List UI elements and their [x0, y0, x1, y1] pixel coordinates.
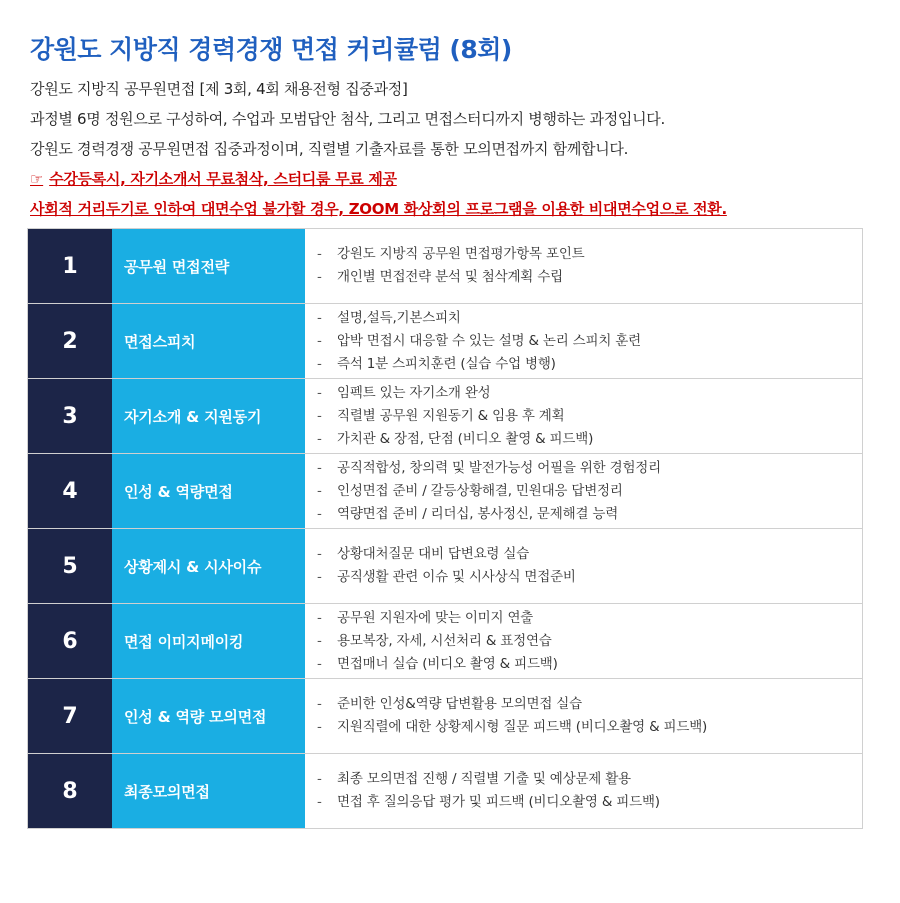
detail-item: [317, 243, 862, 266]
curriculum-row: [28, 229, 862, 304]
session-details: [305, 604, 862, 678]
detail-item: [317, 503, 862, 526]
bullet-dash-icon: -: [317, 384, 322, 401]
intro-section: [30, 74, 870, 224]
bullet-dash-icon: -: [317, 309, 322, 326]
detail-text: 직렬별 공무원 지원동기 & 임용 후 계획: [337, 407, 565, 424]
curriculum-row: [28, 679, 862, 754]
bullet-dash-icon: -: [317, 246, 322, 262]
detail-item: [317, 630, 862, 653]
session-topic: 인성 & 역량 모의면접: [112, 679, 305, 753]
session-number: 7: [28, 679, 112, 753]
detail-item: [317, 566, 862, 589]
session-number: 4: [28, 454, 112, 528]
curriculum-row: [28, 604, 862, 679]
curriculum-row: [28, 754, 862, 829]
session-details: [305, 379, 862, 453]
session-number: 1: [28, 229, 112, 303]
curriculum-row: [28, 454, 862, 529]
intro-line-course: 강원도 지방직 공무원면접 [제 3회, 4회 채용전형 집중과정]: [30, 80, 408, 98]
session-number: 6: [28, 604, 112, 678]
session-topic: 공무원 면접전략: [112, 229, 305, 303]
detail-item: [317, 607, 862, 630]
detail-item: [317, 480, 862, 503]
intro-line-capacity: 과정별 6명 정원으로 구성하여, 수업과 모범답안 첨삭, 그리고 면접스터디까지 병행하는 과정입니다.: [30, 110, 665, 128]
bullet-dash-icon: -: [317, 632, 322, 649]
pointing-hand-icon: ☞: [30, 170, 44, 188]
session-topic: 상황제시 & 시사이슈: [112, 529, 305, 603]
session-topic: 면접스피치: [112, 304, 305, 378]
detail-text: 강원도 지방직 공무원 면접평가항목 포인트: [337, 246, 585, 262]
detail-text: 공직생활 관련 이슈 및 시사상식 면접준비: [337, 569, 576, 585]
session-topic: 최종모의면접: [112, 754, 305, 828]
session-details: [305, 529, 862, 603]
curriculum-row: [28, 379, 862, 454]
bullet-dash-icon: -: [317, 609, 322, 626]
detail-text: 인성면접 준비 / 갈등상황해결, 민원대응 답변정리: [337, 482, 623, 499]
detail-text: 공무원 지원자에 맞는 이미지 연출: [337, 609, 534, 626]
bullet-dash-icon: -: [317, 430, 322, 447]
session-details: [305, 304, 862, 378]
page-title: 강원도 지방직 경력경쟁 면접 커리큘럼 (8회): [30, 35, 512, 64]
detail-item: [317, 330, 862, 353]
bullet-dash-icon: -: [317, 771, 322, 787]
detail-text: 지원직렬에 대한 상황제시형 질문 피드백 (비디오촬영 & 피드백): [337, 719, 708, 735]
session-number: 8: [28, 754, 112, 828]
detail-text: 상황대처질문 대비 답변요령 실습: [337, 546, 530, 562]
detail-item: [317, 405, 862, 428]
detail-item: [317, 353, 862, 376]
curriculum-row: [28, 529, 862, 604]
session-topic: 면접 이미지메이킹: [112, 604, 305, 678]
detail-text: 압박 면접시 대응할 수 있는 설명 & 논리 스피치 훈련: [337, 332, 641, 349]
session-details: [305, 679, 862, 753]
detail-item: [317, 716, 862, 739]
notice-registration: [30, 164, 870, 194]
bullet-dash-icon: -: [317, 696, 322, 712]
bullet-dash-icon: -: [317, 569, 322, 585]
detail-item: [317, 428, 862, 451]
notice-online-class: 사회적 거리두기로 인하여 대면수업 불가할 경우, ZOOM 화상회의 프로그램을 이용한 비대면수업으로 전환.: [30, 200, 727, 218]
session-details: [305, 454, 862, 528]
detail-text: 즉석 1분 스피치훈련 (실습 수업 병행): [337, 355, 556, 372]
detail-item: [317, 266, 862, 289]
bullet-dash-icon: -: [317, 719, 322, 735]
session-details: [305, 229, 862, 303]
intro-line-mock-interview: 강원도 경력경쟁 공무원면접 집중과정이며, 직렬별 기출자료를 통한 모의면접까지 함께합니다.: [30, 140, 629, 158]
detail-text: 면접 후 질의응답 평가 및 피드백 (비디오촬영 & 피드백): [337, 794, 660, 810]
session-topic: 인성 & 역량면접: [112, 454, 305, 528]
detail-text: 개인별 면접전략 분석 및 첨삭계획 수립: [337, 269, 563, 285]
session-number: 3: [28, 379, 112, 453]
bullet-dash-icon: -: [317, 407, 322, 424]
session-number: 2: [28, 304, 112, 378]
detail-item: [317, 693, 862, 716]
session-details: [305, 754, 862, 828]
bullet-dash-icon: -: [317, 794, 322, 810]
detail-text: 가치관 & 장점, 단점 (비디오 촬영 & 피드백): [337, 430, 594, 447]
detail-item: [317, 543, 862, 566]
detail-text: 준비한 인성&역량 답변활용 모의면접 실습: [337, 696, 582, 712]
bullet-dash-icon: -: [317, 505, 322, 522]
bullet-dash-icon: -: [317, 355, 322, 372]
detail-text: 설명,설득,기본스피치: [337, 309, 461, 326]
bullet-dash-icon: -: [317, 482, 322, 499]
bullet-dash-icon: -: [317, 269, 322, 285]
detail-text: 면접매너 실습 (비디오 촬영 & 피드백): [337, 655, 558, 672]
detail-item: [317, 307, 862, 330]
bullet-dash-icon: -: [317, 332, 322, 349]
session-topic: 자기소개 & 지원동기: [112, 379, 305, 453]
detail-text: 임펙트 있는 자기소개 완성: [337, 384, 491, 401]
detail-item: [317, 382, 862, 405]
detail-item: [317, 768, 862, 791]
curriculum-table: [27, 228, 863, 829]
session-number: 5: [28, 529, 112, 603]
bullet-dash-icon: -: [317, 655, 322, 672]
detail-text: 용모복장, 자세, 시선처리 & 표정연습: [337, 632, 552, 649]
bullet-dash-icon: -: [317, 459, 322, 476]
detail-item: [317, 791, 862, 814]
curriculum-row: [28, 304, 862, 379]
detail-text: 최종 모의면접 진행 / 직렬별 기출 및 예상문제 활용: [337, 771, 631, 787]
bullet-dash-icon: -: [317, 546, 322, 562]
detail-item: [317, 457, 862, 480]
detail-text: 역량면접 준비 / 리더십, 봉사정신, 문제해결 능력: [337, 505, 619, 522]
notice-registration-text: 수강등록시, 자기소개서 무료첨삭, 스터디룸 무료 제공: [49, 170, 397, 188]
detail-item: [317, 653, 862, 676]
detail-text: 공직적합성, 창의력 및 발전가능성 어필을 위한 경험정리: [337, 459, 661, 476]
